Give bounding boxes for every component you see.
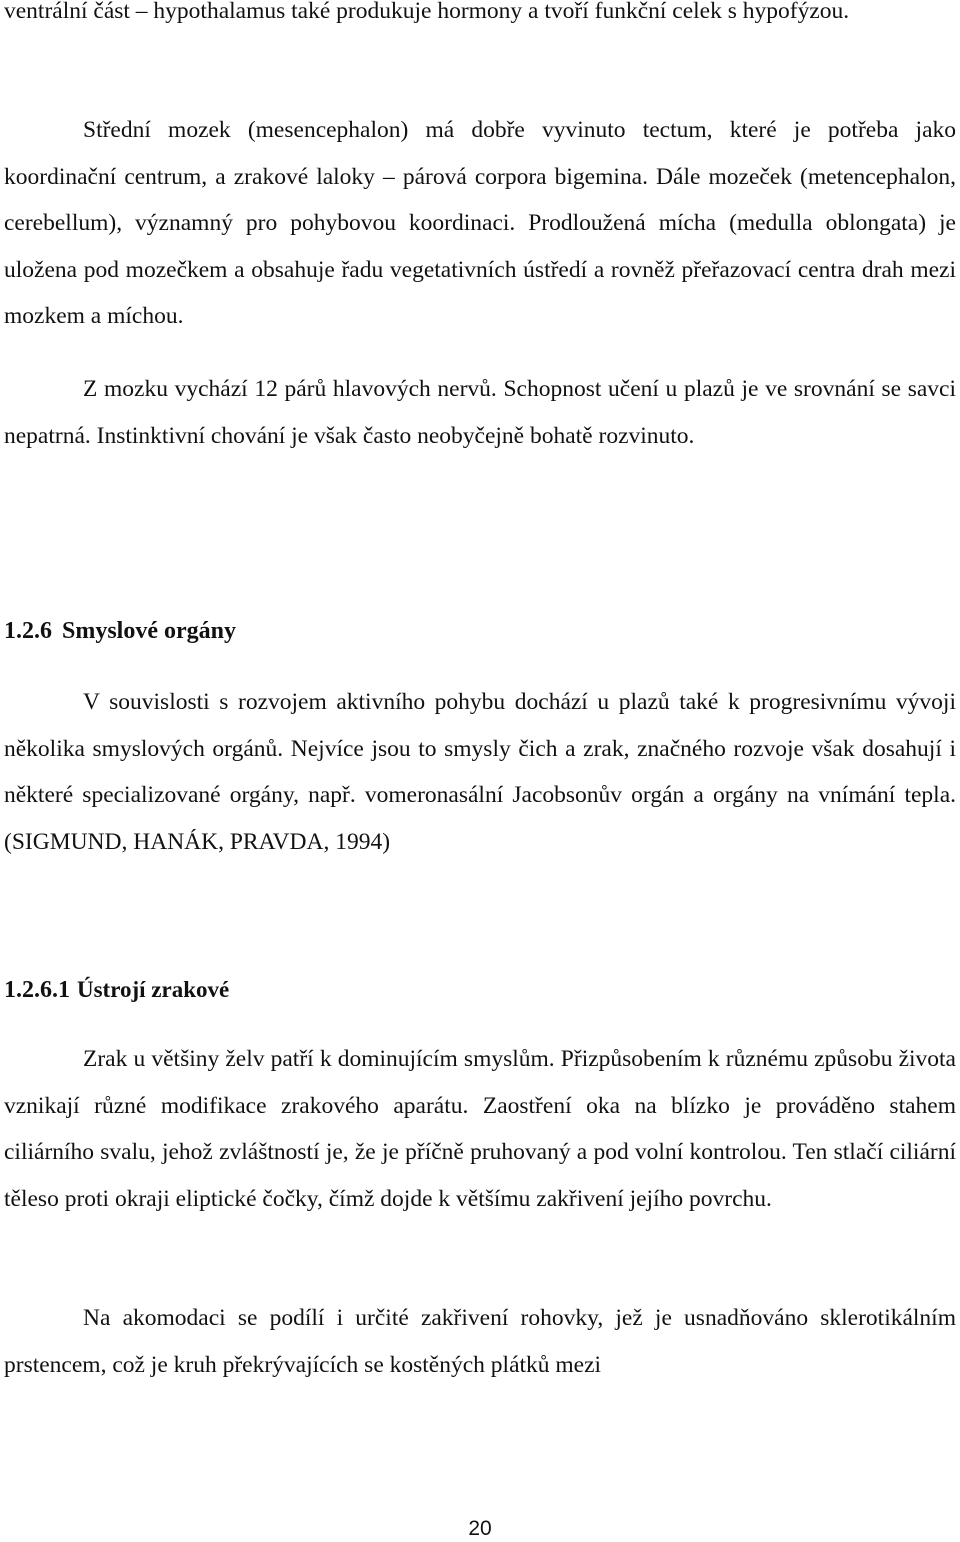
subsection-heading-ustroji-zrakove: [4, 975, 229, 1005]
paragraph-accommodation: Na akomodaci se podílí i určité zakřivení rohovky, jež je usnadňováno sklerotikálním prstencem, což je kruh překrývajících se kostěných plátků mezi: [4, 1305, 956, 1378]
paragraph-midbrain: Střední mozek (mesencephalon) má dobře vyvinuto tectum, které je potřeba jako koordinační centrum, a zrakové laloky – párová corpora bigemina. Dále mozeček (metencephalon, cerebellum), významný pro pohybovou koordinaci. Prodloužená mícha (medulla oblongata) je uložena pod mozečkem a obsahuje řadu vegetativních ústředí a rovněž přeřazovací centra drah mezi mozkem a míchou.: [4, 117, 956, 329]
paragraph-vision: Zrak u většiny želv patří k dominujícím smyslům. Přizpůsobením k různému způsobu života vznikají různé modifikace zrakového aparátu. Zaostření oka na blízko je prováděno stahem ciliárního svalu, jehož zvláštností je, že je příčně pruhovaný a pod volní kontrolou. Ten stlačí ciliární těleso proti okraji eliptické čočky, čímž dojde k většímu zakřivení jejího povrchu.: [4, 1046, 956, 1212]
paragraph-hypothalamus: ventrální část – hypothalamus také produkuje hormony a tvoří funkční celek s hypofýzou.: [4, 0, 850, 24]
subsection-number: 1.2.6.1: [4, 977, 70, 1003]
paragraph-cranial-nerves: Z mozku vychází 12 párů hlavových nervů. Schopnost učení u plazů je ve srovnání se savci nepatrná. Instinktivní chování je však často neobyčejně bohatě rozvinuto.: [4, 376, 956, 449]
page-number: 20: [468, 1517, 492, 1540]
section-title: Smyslové orgány: [62, 618, 236, 644]
subsection-title: Ústrojí zrakové: [77, 977, 230, 1002]
paragraph-sense-organs: V souvislosti s rozvojem aktivního pohybu dochází u plazů také k progresivnímu vývoji několika smyslových orgánů. Nejvíce jsou to smysly čich a zrak, značného rozvoje však dosahují i některé specializované orgány, např. vomeronasální Jacobsonův orgán a orgány na vnímání tepla. (SIGMUND, HANÁK, PRAVDA, 1994): [4, 689, 956, 855]
section-number: 1.2.6: [4, 618, 52, 644]
section-heading-smyslove-organy: [4, 616, 236, 646]
